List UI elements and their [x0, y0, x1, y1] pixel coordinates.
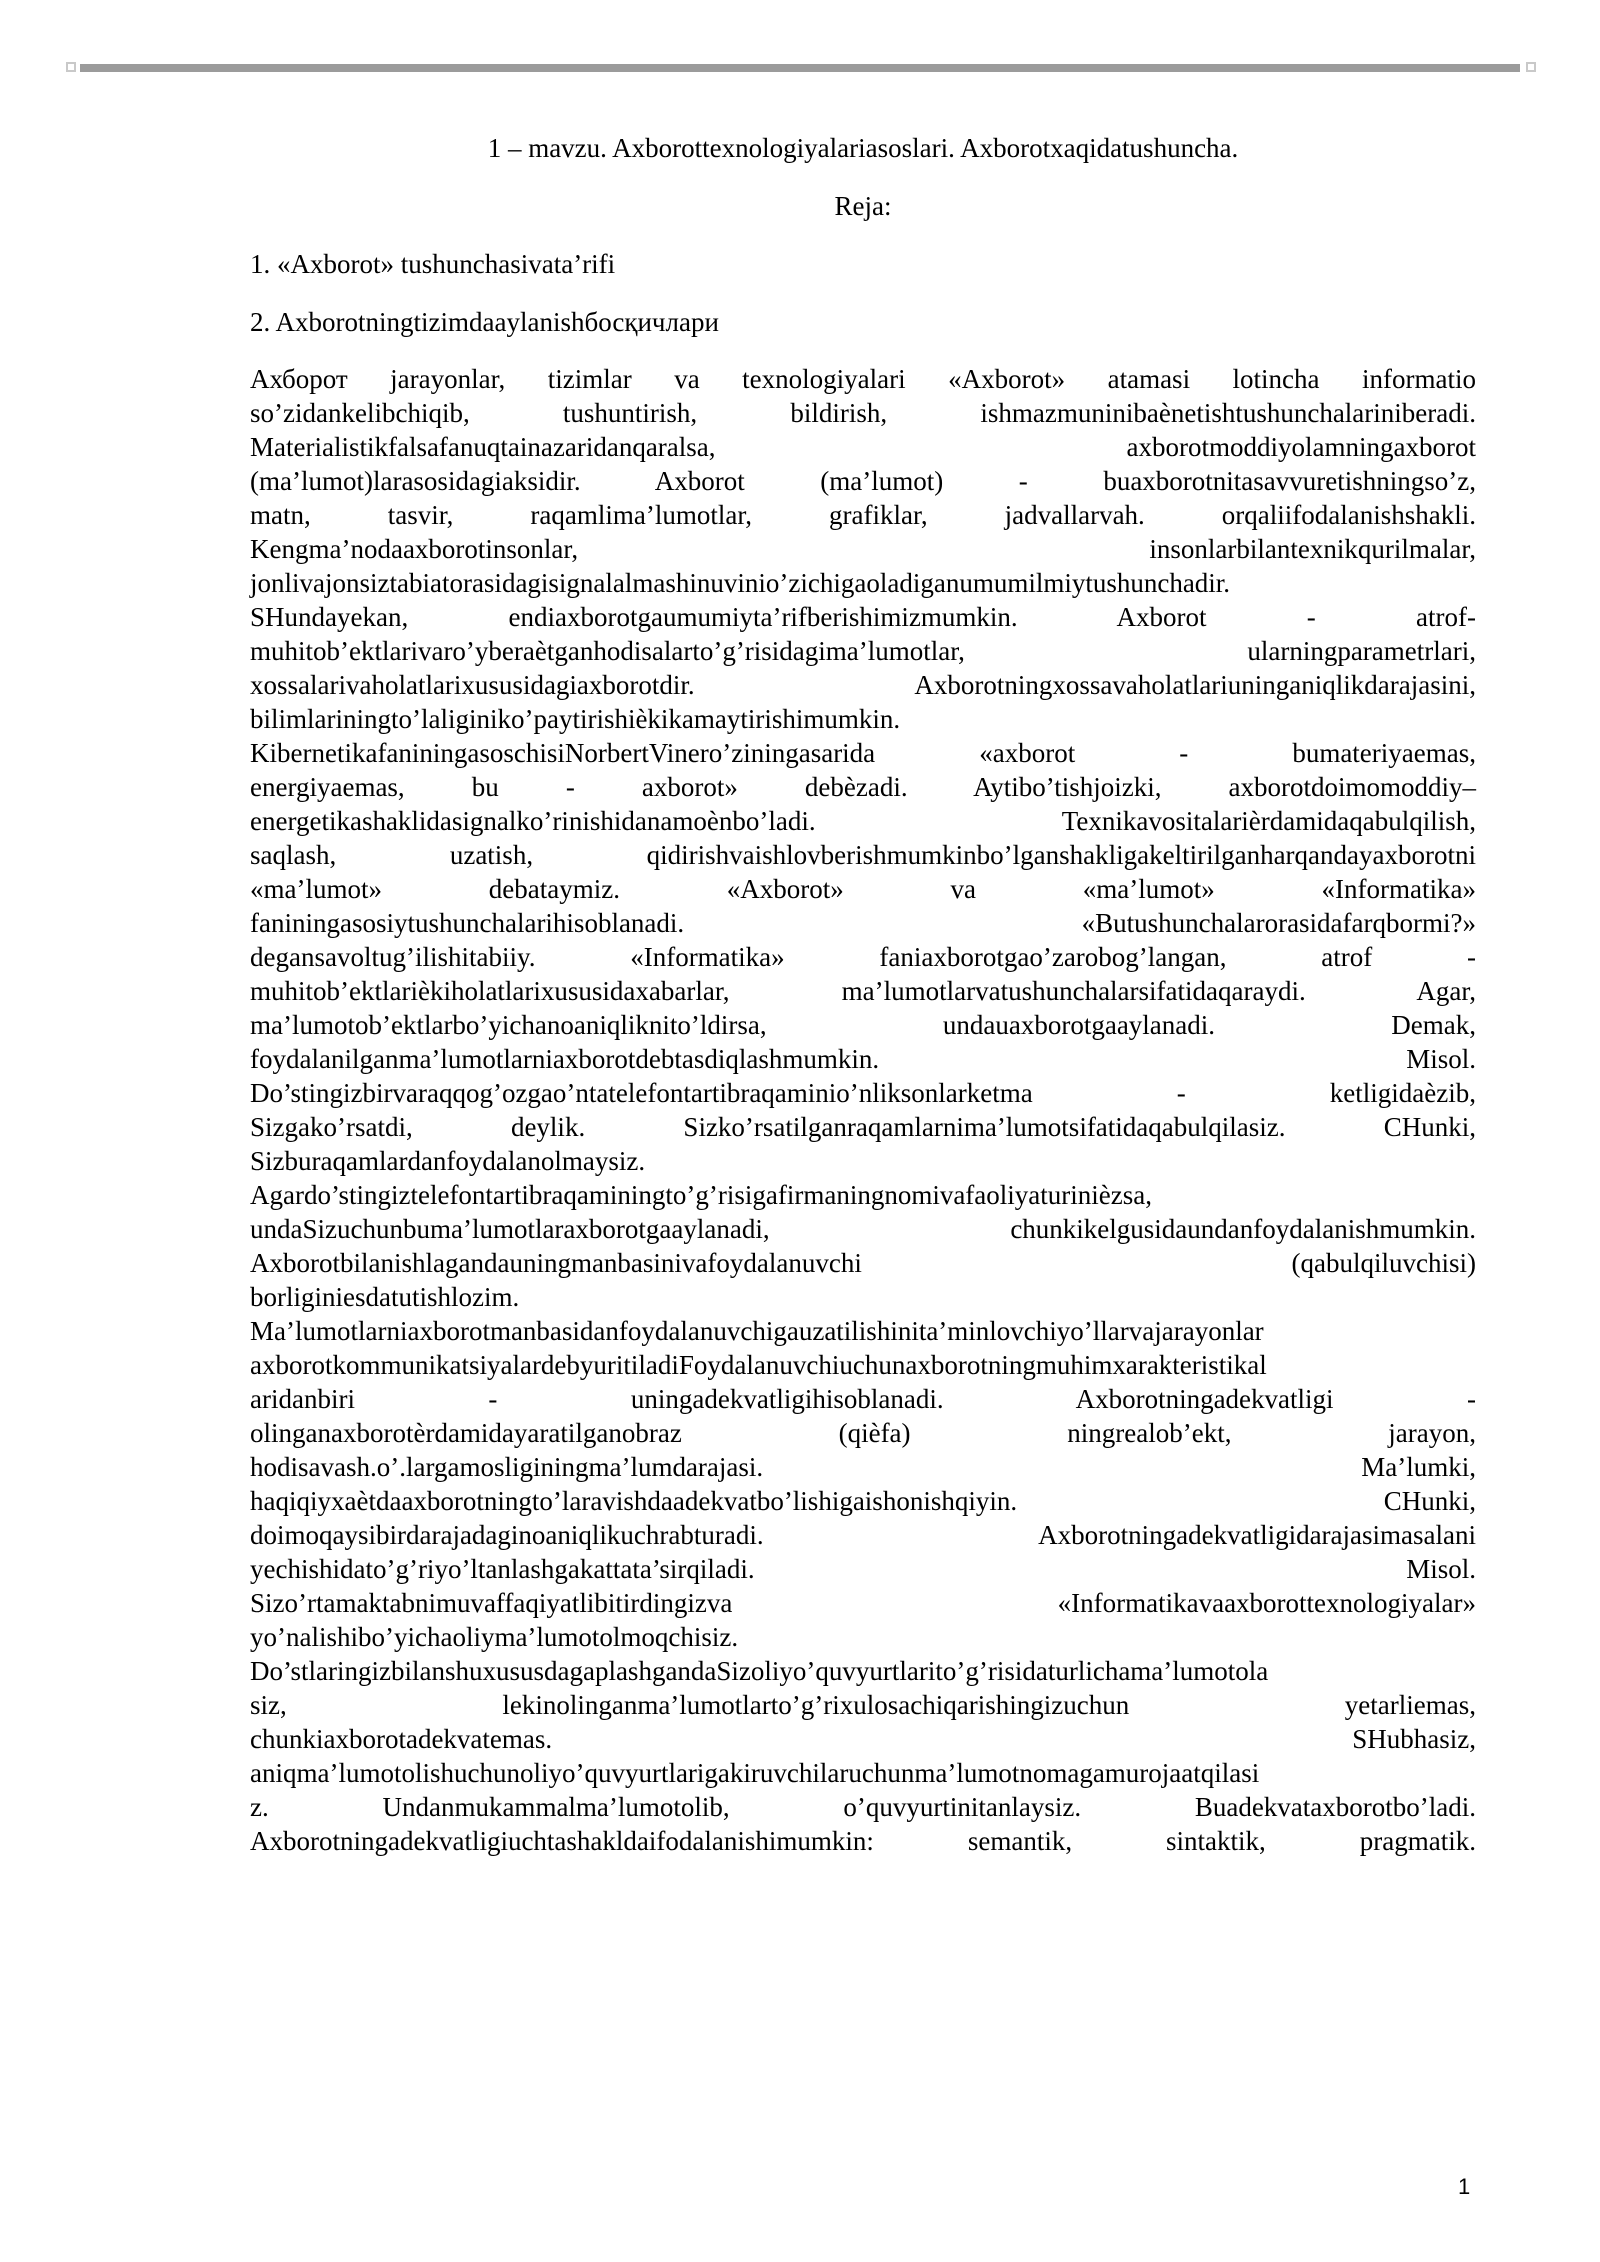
body-line: borliginiesdatutishlozim. — [250, 1282, 520, 1312]
body-line: Axborotbilanishlagandauningmanbasinivafoydalanuvchi (qabulqiluvchisi) — [250, 1248, 1476, 1278]
body-line: yechishidato’g’riyo’ltanlashgakattata’sirqiladi. Misol. — [250, 1554, 1476, 1584]
body-line: Ахборот jarayonlar, tizimlar va texnologiyalari «Axborot» atamasi lotincha informatio — [250, 364, 1476, 394]
body-line: yo’nalishibo’yichaoliyma’lumotolmoqchisiz. — [250, 1622, 739, 1652]
body-line: aniqma’lumotolishuchunoliyo’quvyurtlarigakiruvchilaruchunma’lumotnomagamurojaatqilasi — [250, 1758, 1260, 1788]
body-line: undaSizuchunbuma’lumotlaraxborotgaaylanadi, chunkikelgusidaundanfoydalanishmumkin. — [250, 1214, 1476, 1244]
page-number: 1 — [1458, 2174, 1471, 2199]
body-line: matn, tasvir, raqamlima’lumotlar, grafiklar, jadvallarvah. orqaliifodalanishshakli. — [250, 500, 1476, 530]
page-corner-marker-right — [1526, 62, 1536, 72]
body-line: Agardo’stingiztelefontartibraqaminingto’g’risigafirmaningnomivafaoliyaturinièzsa, — [250, 1180, 1152, 1210]
plan-heading: Reja: — [834, 191, 892, 221]
body-line: muhitob’ektlarivaro’yberaètganhodisalarto’g’risidagima’lumotlar, ularningparametrlari, — [250, 636, 1476, 666]
body-line: doimoqaysibirdarajadaginoaniqlikuchrabturadi. Axborotningadekvatligidarajasimasalani — [250, 1520, 1476, 1550]
body-line: saqlash, uzatish, qidirishvaishlovberishmumkinbo’lganshakligakeltirilganharqandayaxborotni — [250, 840, 1476, 870]
body-line: Ma’lumotlarniaxborotmanbasidanfoydalanuvchigauzatilishinita’minlovchiyo’llarvajarayonlar — [250, 1316, 1264, 1346]
body-line: foydalanilganma’lumotlarniaxborotdebtasdiqlashmumkin. Misol. — [250, 1044, 1476, 1074]
body-line: degansavoltug’ilishitabiiy. «Informatika» faniaxborotgao’zarobog’langan, atrof - — [250, 942, 1476, 972]
body-line: so’zidankelibchiqib, tushuntirish, bildirish, ishmazmuninibaènetishtushunchalariniberadi. — [250, 398, 1476, 428]
body-line: haqiqiyxaètdaaxborotningto’laravishdaadekvatbo’lishigaishonishqiyin. CHunki, — [250, 1486, 1476, 1516]
body-line: aridanbiri - uningadekvatligihisoblanadi. Axborotningadekvatligi - — [250, 1384, 1476, 1414]
page-top-border — [80, 64, 1520, 72]
body-line: «ma’lumot» debataymiz. «Axborot» va «ma’lumot» «Informatika» — [250, 874, 1476, 904]
body-line: energiyaemas, bu - axborot» debèzadi. Aytibo’tishjoizki, axborotdoimomoddiy– — [250, 772, 1476, 802]
body-line: energetikashaklidasignalko’rinishidanamoènbo’ladi. Texnikavositalarièrdamidaqabulqilish, — [250, 806, 1476, 836]
body-text — [250, 362, 1476, 1858]
body-line: SHundayekan, endiaxborotgaumumiyta’rifberishimizmumkin. Axborot - atrof- — [250, 602, 1476, 632]
body-line: Kengma’nodaaxborotinsonlar, insonlarbilantexnikqurilmalar, — [250, 534, 1476, 564]
body-line: olinganaxborotèrdamidayaratilganobraz (qièfa) ningrealob’ekt, jarayon, — [250, 1418, 1476, 1448]
body-line: Sizburaqamlardanfoydalanolmaysiz. — [250, 1146, 646, 1176]
body-line: Do’stingizbirvaraqqog’ozgao’ntatelefontartibraqaminio’nliksonlarketma - ketligidaèzib, — [250, 1078, 1476, 1108]
body-line: jonlivajonsiztabiatorasidagisignalalmashinuvinio’zichigaoladiganumumilmiytushunchadir. — [250, 568, 1231, 598]
body-line: bilimlariningto’laliginiko’paytirishièkikamaytirishimumkin. — [250, 704, 901, 734]
body-line: chunkiaxborotadekvatemas. SHubhasiz, — [250, 1724, 1476, 1754]
body-line: Sizo’rtamaktabnimuvaffaqiyatlibitirdingizva «Informatikavaaxborottexnologiyalar» — [250, 1588, 1476, 1618]
body-line: muhitob’ektlarièkiholatlarixususidaxabarlar, ma’lumotlarvatushunchalarsifatidaqaraydi. Agar, — [250, 976, 1476, 1006]
body-line: Materialistikfalsafanuqtainazaridanqaralsa, axborotmoddiyolamningaxborot — [250, 432, 1476, 462]
body-line: xossalarivaholatlarixususidagiaxborotdir. Axborotningxossavaholatlariuninganiqlikdarajasini, — [250, 670, 1476, 700]
body-line: (ma’lumot)larasosidagiaksidir. Axborot (ma’lumot) - buaxborotnitasavvuretishningso’z, — [250, 466, 1476, 496]
body-line: ma’lumotob’ektlarbo’yichanoaniqliknito’ldirsa, undauaxborotgaaylanadi. Demak, — [250, 1010, 1476, 1040]
body-line: faniningasosiytushunchalarihisoblanadi. «Butushunchalarorasidafarqbormi?» — [250, 908, 1476, 938]
document-title: 1 – mavzu. Axborottexnologiyalariasoslari. Axborotxaqidatushuncha. — [487, 133, 1239, 163]
page-content — [250, 130, 1476, 1858]
body-line: Do’stlaringizbilanshuxususdagaplashgandaSizoliyo’quvyurtlarito’g’risidaturlichama’lumotola — [250, 1656, 1269, 1686]
plan-item-2: 2. Axborotningtizimdaaylanishбосқичлари — [250, 307, 719, 337]
plan-item-1: 1. «Axborot» tushunchasivata’rifi — [250, 249, 616, 279]
page-corner-marker-left — [66, 62, 76, 72]
body-line: z. Undanmukammalma’lumotolib, o’quvyurtinitanlaysiz. Buadekvataxborotbo’ladi. — [250, 1792, 1476, 1822]
body-line: Sizgako’rsatdi, deylik. Sizko’rsatilganraqamlarnima’lumotsifatidaqabulqilasiz. CHunki, — [250, 1112, 1476, 1142]
body-line: siz, lekinolinganma’lumotlarto’g’rixulosachiqarishingizuchun yetarliemas, — [250, 1690, 1476, 1720]
body-line: axborotkommunikatsiyalardebyuritiladiFoydalanuvchiuchunaxborotningmuhimxarakteristikal — [250, 1350, 1267, 1380]
body-line: KibernetikafaniningasoschisiNorbertVinero’ziningasarida «axborot - bumateriyaemas, — [250, 738, 1476, 768]
body-line: hodisavash.o’.largamosliginingma’lumdarajasi. Ma’lumki, — [250, 1452, 1476, 1482]
body-line: Axborotningadekvatligiuchtashakldaifodalanishimumkin: semantik, sintaktik, pragmatik. — [250, 1826, 1476, 1856]
